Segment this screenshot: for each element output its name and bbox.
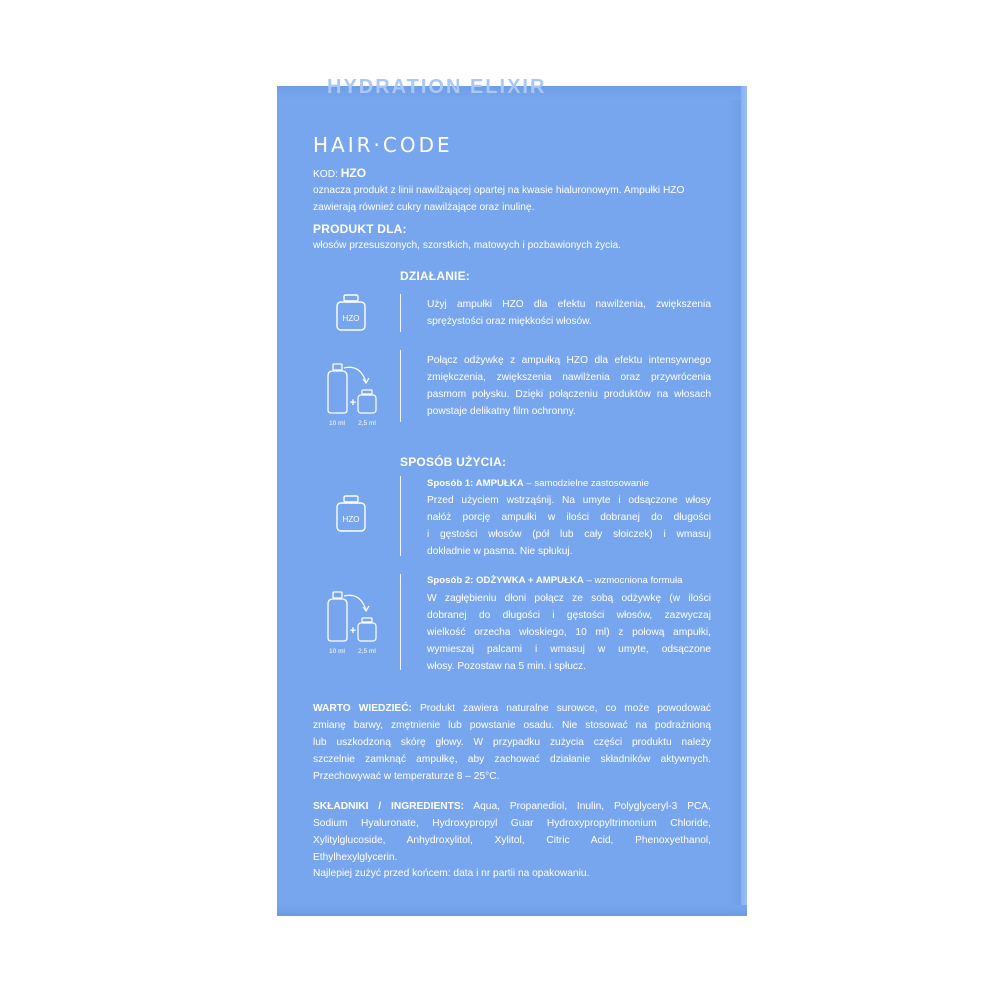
- method2-line5: włosy. Pozostaw na 5 min. i spłucz.: [427, 661, 586, 672]
- divider-line: [400, 476, 401, 556]
- intro-line-1: oznacza produkt z linii nawilżającej opartej na kwasie hialuronowym. Ampułki HZO: [313, 185, 685, 196]
- bottle-volume-label: 10 ml: [329, 420, 345, 427]
- bottle-volume-label: 10 ml: [329, 648, 345, 655]
- divider-line: [400, 574, 401, 670]
- ampoule-icon: [335, 294, 367, 332]
- bottle-plus-ampoule-icon: [322, 362, 384, 430]
- box-right-edge: [741, 86, 747, 916]
- skladniki-line1: [313, 799, 711, 815]
- method2-line4: wymieszaj palcami i wmasuj w umyte, odsączone: [427, 644, 711, 655]
- skladniki-text-1: Aqua, Propanediol, Inulin, Polyglyceryl-3 PCA,: [464, 801, 711, 812]
- top-flap-text-label: HYDRATION ELIXIR: [327, 76, 547, 98]
- ampoule-volume-label: 2,5 ml: [358, 420, 376, 427]
- warto-wiedziec-label: WARTO WIEDZIEĆ:: [313, 703, 412, 714]
- method2-title-bold: Sposób 2: ODŻYWKA + AMPUŁKA: [427, 575, 584, 586]
- dzialanie-item2-line1: Połącz odżywkę z ampułką HZO dla efektu intensywnego: [427, 355, 711, 366]
- method2-title-rest: – wzmocniona formuła: [583, 575, 683, 586]
- method1-line1: Przed użyciem wstrząśnij. Na umyte i odsączone włosy: [427, 495, 711, 506]
- dzialanie-heading: DZIAŁANIE:: [400, 269, 470, 283]
- method2-line2: dobranej do długości i gęstości włosów, zazwyczaj: [427, 610, 711, 621]
- method2-line1: W zagłębieniu dłoni połącz ze sobą odżywkę (w ilości: [427, 593, 711, 604]
- kod-line: [313, 165, 366, 183]
- ampoule-icon-label: HZO: [342, 314, 360, 323]
- warto-wiedziec-line4: szczelnie zamknąć ampułkę, aby zachować działanie składników aktywnych.: [313, 754, 711, 765]
- kod-value: HZO: [340, 166, 367, 180]
- bottle-plus-ampoule-icon: [322, 590, 384, 658]
- method1-title: [427, 476, 649, 492]
- dzialanie-item2-line3: pasmom połysku. Dzięki połączeniu produktów na włosach: [427, 389, 711, 400]
- intro-line-2: zawierają również cukry nawilżające oraz inulinę.: [313, 202, 535, 213]
- warto-wiedziec-line2: zmianę barwy, zmętnienie lub powstanie osadu. Nie stosować na podrażnioną: [313, 720, 711, 731]
- skladniki-line2: Sodium Hyaluronate, Hydroxypropyl Guar Hydroxypropyltrimonium Chloride,: [313, 818, 711, 829]
- method1-title-bold: Sposób 1: AMPUŁKA: [427, 478, 524, 489]
- method1-line2: nałóż porcję ampułki w ilości dobranej do długości: [427, 512, 711, 523]
- ampoule-icon: [335, 495, 367, 533]
- skladniki-line3: Xylitylglucoside, Anhydroxylitol, Xylitol, Citric Acid, Phenoxyethanol,: [313, 835, 711, 846]
- divider-line: [400, 350, 401, 422]
- sposob-uzycia-heading: SPOSÓB UŻYCIA:: [400, 455, 507, 469]
- method2-line3: wielkość orzecha włoskiego, 10 ml) z połową ampułki,: [427, 627, 711, 638]
- method2-title: [427, 573, 682, 589]
- haircode-logo: HAIR·CODE: [313, 133, 453, 157]
- ampoule-icon-label: HZO: [342, 515, 360, 524]
- divider-line: [400, 294, 401, 332]
- warto-wiedziec-line1: [313, 701, 711, 717]
- box-bottom-edge: [277, 905, 747, 916]
- method1-line4: dokładnie w pasma. Nie spłukuj.: [427, 546, 573, 557]
- svg-text:+: +: [349, 397, 357, 409]
- ampoule-volume-label: 2,5 ml: [358, 648, 376, 655]
- top-flap-text: [327, 76, 717, 98]
- svg-text:+: +: [349, 625, 357, 637]
- dzialanie-item1-line2: sprężystości oraz miękkości włosów.: [427, 316, 592, 327]
- method1-line3: i gęstości włosów (pół lub cały słoiczek) i wmasuj: [427, 529, 711, 540]
- skladniki-line4: Ethylhexylglycerin.: [313, 852, 398, 863]
- method1-title-rest: – samodzielne zastosowanie: [523, 478, 649, 489]
- warto-wiedziec-text-1: Produkt zawiera naturalne surowce, co może powodować: [411, 703, 711, 714]
- produkt-dla-heading: PRODUKT DLA:: [313, 222, 407, 236]
- best-before-text: Najlepiej zużyć przed końcem: data i nr partii na opakowaniu.: [313, 868, 590, 879]
- warto-wiedziec-line3: lub uszkodzoną skórę głowy. W przypadku zużycia części produktu należy: [313, 737, 711, 748]
- kod-label: KOD:: [313, 169, 338, 180]
- produkt-dla-text: włosów przesuszonych, szorstkich, matowych i pozbawionych życia.: [313, 240, 622, 251]
- warto-wiedziec-line5: Przechowywać w temperaturze 8 – 25°C.: [313, 771, 500, 782]
- skladniki-label: SKŁADNIKI / INGREDIENTS:: [313, 801, 465, 812]
- dzialanie-item2-line4: powstaje delikatny film ochronny.: [427, 406, 576, 417]
- dzialanie-item1-line1: Użyj ampułki HZO dla efektu nawilżenia, zwiększenia: [427, 299, 711, 310]
- dzialanie-item2-line2: zmiękczenia, zwiększenia nawilżenia oraz przywrócenia: [427, 372, 711, 383]
